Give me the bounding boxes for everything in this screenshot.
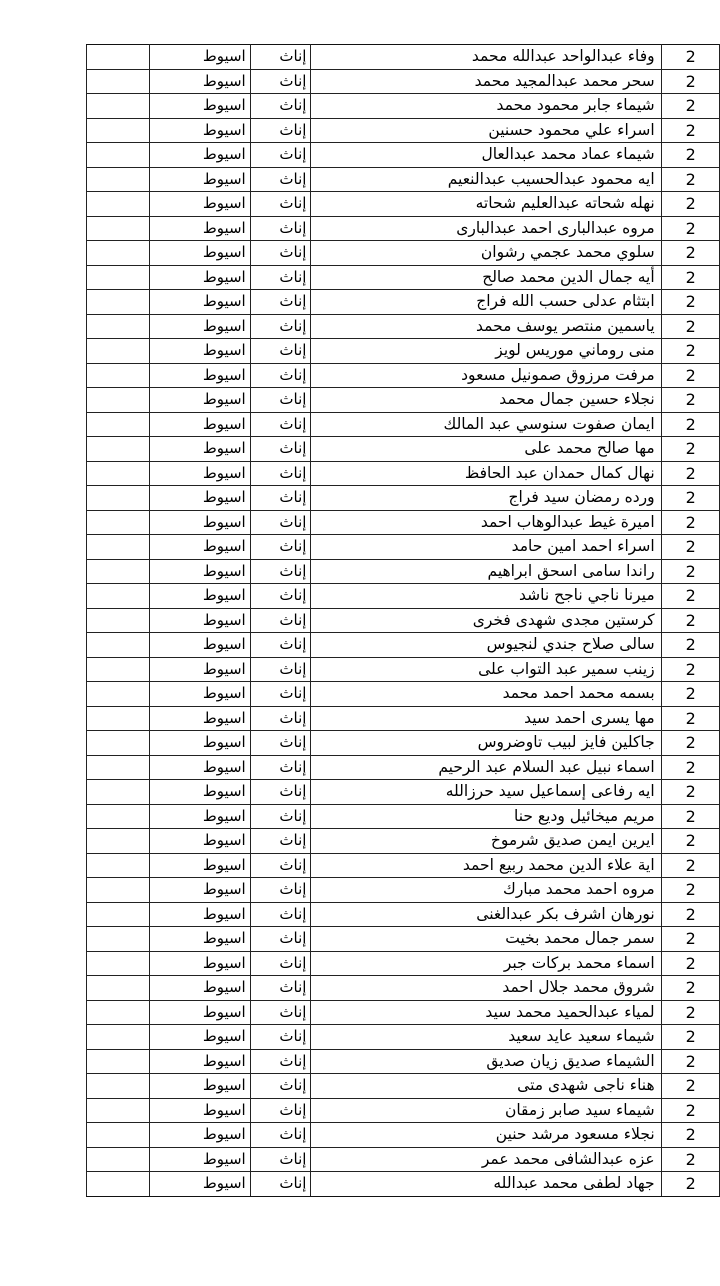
table-row [87,853,720,878]
gender-cell: إناث [250,1049,311,1074]
gender-cell: إناث [250,1147,311,1172]
name-cell: مرفت مرزوق صمونيل مسعود [311,363,661,388]
empty-cell [87,216,150,241]
id-cell: 2 [661,584,719,609]
name-cell: ياسمين منتصر يوسف محمد [311,314,661,339]
empty-cell [87,1000,150,1025]
empty-cell [87,1049,150,1074]
id-cell: 2 [661,951,719,976]
empty-cell [87,1123,150,1148]
governorate-cell: اسيوط [150,902,251,927]
empty-cell [87,902,150,927]
empty-cell [87,682,150,707]
empty-cell [87,461,150,486]
governorate-cell: اسيوط [150,1172,251,1197]
name-cell: ايه رفاعى إسماعيل سيد حرزالله [311,780,661,805]
governorate-cell: اسيوط [150,706,251,731]
name-cell: نجلاء مسعود مرشد حنين [311,1123,661,1148]
empty-cell [87,314,150,339]
governorate-cell: اسيوط [150,388,251,413]
gender-cell: إناث [250,167,311,192]
empty-cell [87,878,150,903]
gender-cell: إناث [250,951,311,976]
name-cell: شيماء عماد محمد عبدالعال [311,143,661,168]
gender-cell: إناث [250,755,311,780]
table-row [87,510,720,535]
empty-cell [87,927,150,952]
table-row [87,608,720,633]
empty-cell [87,1074,150,1099]
governorate-cell: اسيوط [150,241,251,266]
name-cell: شيماء سعيد عايد سعيد [311,1025,661,1050]
table-row [87,192,720,217]
id-cell: 2 [661,878,719,903]
empty-cell [87,584,150,609]
id-cell: 2 [661,192,719,217]
name-cell: اسراء احمد امين حامد [311,535,661,560]
table-row [87,755,720,780]
governorate-cell: اسيوط [150,682,251,707]
gender-cell: إناث [250,804,311,829]
gender-cell: إناث [250,461,311,486]
empty-cell [87,780,150,805]
table-row [87,412,720,437]
empty-cell [87,388,150,413]
gender-cell: إناث [250,339,311,364]
gender-cell: إناث [250,731,311,756]
governorate-cell: اسيوط [150,437,251,462]
id-cell: 2 [661,118,719,143]
empty-cell [87,559,150,584]
empty-cell [87,829,150,854]
name-cell: سالى صلاح جندي لنجيوس [311,633,661,658]
name-cell: راندا سامى اسحق ابراهيم [311,559,661,584]
table-row [87,559,720,584]
gender-cell: إناث [250,1025,311,1050]
table-row [87,1074,720,1099]
table-row [87,167,720,192]
governorate-cell: اسيوط [150,927,251,952]
empty-cell [87,510,150,535]
id-cell: 2 [661,486,719,511]
id-cell: 2 [661,976,719,1001]
table-row [87,829,720,854]
gender-cell: إناث [250,45,311,70]
gender-cell: إناث [250,657,311,682]
gender-cell: إناث [250,1074,311,1099]
empty-cell [87,437,150,462]
governorate-cell: اسيوط [150,951,251,976]
governorate-cell: اسيوط [150,804,251,829]
id-cell: 2 [661,780,719,805]
empty-cell [87,755,150,780]
id-cell: 2 [661,265,719,290]
governorate-cell: اسيوط [150,976,251,1001]
gender-cell: إناث [250,927,311,952]
governorate-cell: اسيوط [150,1074,251,1099]
name-cell: بسمه محمد احمد محمد [311,682,661,707]
empty-cell [87,241,150,266]
table-row [87,1000,720,1025]
empty-cell [87,804,150,829]
id-cell: 2 [661,682,719,707]
governorate-cell: اسيوط [150,1049,251,1074]
id-cell: 2 [661,1123,719,1148]
governorate-cell: اسيوط [150,69,251,94]
gender-cell: إناث [250,363,311,388]
table-row [87,584,720,609]
table-row [87,437,720,462]
id-cell: 2 [661,143,719,168]
empty-cell [87,143,150,168]
gender-cell: إناث [250,1000,311,1025]
table-row [87,1172,720,1197]
table-row [87,706,720,731]
name-cell: لمياء عبدالحميد محمد سيد [311,1000,661,1025]
empty-cell [87,69,150,94]
name-cell: ميرنا ناجي ناجح ناشد [311,584,661,609]
gender-cell: إناث [250,853,311,878]
name-cell: اميرة غيط عبدالوهاب احمد [311,510,661,535]
id-cell: 2 [661,388,719,413]
gender-cell: إناث [250,437,311,462]
id-cell: 2 [661,1000,719,1025]
id-cell: 2 [661,241,719,266]
id-cell: 2 [661,94,719,119]
governorate-cell: اسيوط [150,559,251,584]
name-cell: اسراء علي محمود حسنين [311,118,661,143]
empty-cell [87,118,150,143]
governorate-cell: اسيوط [150,657,251,682]
id-cell: 2 [661,510,719,535]
id-cell: 2 [661,535,719,560]
table-row [87,118,720,143]
empty-cell [87,1098,150,1123]
governorate-cell: اسيوط [150,853,251,878]
gender-cell: إناث [250,535,311,560]
id-cell: 2 [661,437,719,462]
name-cell: أيه جمال الدين محمد صالح [311,265,661,290]
gender-cell: إناث [250,143,311,168]
empty-cell [87,192,150,217]
name-cell: نجلاء حسين جمال محمد [311,388,661,413]
governorate-cell: اسيوط [150,461,251,486]
id-cell: 2 [661,706,719,731]
gender-cell: إناث [250,510,311,535]
table-row [87,1147,720,1172]
name-cell: مها يسرى احمد سيد [311,706,661,731]
id-cell: 2 [661,461,719,486]
id-cell: 2 [661,1049,719,1074]
table-row [87,216,720,241]
governorate-cell: اسيوط [150,363,251,388]
name-cell: هناء ناجى شهدى متى [311,1074,661,1099]
name-cell: سحر محمد عبدالمجيد محمد [311,69,661,94]
gender-cell: إناث [250,388,311,413]
id-cell: 2 [661,314,719,339]
governorate-cell: اسيوط [150,192,251,217]
governorate-cell: اسيوط [150,1025,251,1050]
gender-cell: إناث [250,1172,311,1197]
table-row [87,314,720,339]
gender-cell: إناث [250,94,311,119]
empty-cell [87,339,150,364]
gender-cell: إناث [250,118,311,143]
table-row [87,902,720,927]
governorate-cell: اسيوط [150,45,251,70]
id-cell: 2 [661,559,719,584]
id-cell: 2 [661,1172,719,1197]
table-row [87,878,720,903]
empty-cell [87,363,150,388]
table-row [87,461,720,486]
table-row [87,1025,720,1050]
id-cell: 2 [661,731,719,756]
table-row [87,1123,720,1148]
empty-cell [87,94,150,119]
id-cell: 2 [661,927,719,952]
name-cell: الشيماء صديق زيان صديق [311,1049,661,1074]
empty-cell [87,1147,150,1172]
id-cell: 2 [661,608,719,633]
governorate-cell: اسيوط [150,633,251,658]
names-table-body [87,45,720,1197]
governorate-cell: اسيوط [150,339,251,364]
name-cell: منى روماني موريس لويز [311,339,661,364]
name-cell: مريم ميخائيل وديع حنا [311,804,661,829]
id-cell: 2 [661,633,719,658]
name-cell: اسماء نبيل عبد السلام عبد الرحيم [311,755,661,780]
governorate-cell: اسيوط [150,143,251,168]
gender-cell: إناث [250,1123,311,1148]
id-cell: 2 [661,216,719,241]
table-row [87,804,720,829]
empty-cell [87,265,150,290]
id-cell: 2 [661,1147,719,1172]
gender-cell: إناث [250,412,311,437]
empty-cell [87,535,150,560]
gender-cell: إناث [250,976,311,1001]
name-cell: شيماء جابر محمود محمد [311,94,661,119]
name-cell: نهله شحاته عبدالعليم شحاته [311,192,661,217]
id-cell: 2 [661,363,719,388]
governorate-cell: اسيوط [150,1098,251,1123]
governorate-cell: اسيوط [150,94,251,119]
gender-cell: إناث [250,633,311,658]
table-row [87,241,720,266]
governorate-cell: اسيوط [150,314,251,339]
empty-cell [87,486,150,511]
gender-cell: إناث [250,314,311,339]
names-table [86,44,720,1197]
table-row [87,657,720,682]
name-cell: ايرين ايمن صديق شرموخ [311,829,661,854]
name-cell: ايمان صفوت سنوسي عبد المالك [311,412,661,437]
governorate-cell: اسيوط [150,584,251,609]
governorate-cell: اسيوط [150,1000,251,1025]
gender-cell: إناث [250,559,311,584]
empty-cell [87,1025,150,1050]
name-cell: زينب سمير عبد التواب على [311,657,661,682]
table-row [87,45,720,70]
empty-cell [87,167,150,192]
name-cell: مروه احمد محمد مبارك [311,878,661,903]
empty-cell [87,608,150,633]
governorate-cell: اسيوط [150,216,251,241]
table-row [87,339,720,364]
id-cell: 2 [661,902,719,927]
governorate-cell: اسيوط [150,486,251,511]
governorate-cell: اسيوط [150,755,251,780]
id-cell: 2 [661,167,719,192]
gender-cell: إناث [250,241,311,266]
table-row [87,388,720,413]
gender-cell: إناث [250,584,311,609]
table-row [87,682,720,707]
governorate-cell: اسيوط [150,290,251,315]
gender-cell: إناث [250,69,311,94]
governorate-cell: اسيوط [150,535,251,560]
id-cell: 2 [661,1074,719,1099]
empty-cell [87,45,150,70]
table-row [87,69,720,94]
name-cell: سلوي محمد عجمي رشوان [311,241,661,266]
empty-cell [87,951,150,976]
governorate-cell: اسيوط [150,1147,251,1172]
name-cell: نورهان اشرف بكر عبدالغنى [311,902,661,927]
name-cell: شروق محمد جلال احمد [311,976,661,1001]
governorate-cell: اسيوط [150,878,251,903]
name-cell: اية علاء الدين محمد ربيع احمد [311,853,661,878]
empty-cell [87,633,150,658]
id-cell: 2 [661,804,719,829]
id-cell: 2 [661,853,719,878]
governorate-cell: اسيوط [150,265,251,290]
table-row [87,731,720,756]
name-cell: عزه عبدالشافى محمد عمر [311,1147,661,1172]
governorate-cell: اسيوط [150,118,251,143]
empty-cell [87,976,150,1001]
table-row [87,486,720,511]
id-cell: 2 [661,45,719,70]
id-cell: 2 [661,1098,719,1123]
id-cell: 2 [661,290,719,315]
empty-cell [87,706,150,731]
gender-cell: إناث [250,1098,311,1123]
gender-cell: إناث [250,192,311,217]
empty-cell [87,290,150,315]
gender-cell: إناث [250,682,311,707]
id-cell: 2 [661,412,719,437]
empty-cell [87,853,150,878]
governorate-cell: اسيوط [150,608,251,633]
name-cell: اسماء محمد بركات جبر [311,951,661,976]
name-cell: جهاد لطفى محمد عبدالله [311,1172,661,1197]
name-cell: وفاء عبدالواحد عبدالله محمد [311,45,661,70]
gender-cell: إناث [250,216,311,241]
governorate-cell: اسيوط [150,167,251,192]
table-row [87,780,720,805]
table-row [87,363,720,388]
name-cell: جاكلين فايز لبيب تاوضروس [311,731,661,756]
gender-cell: إناث [250,290,311,315]
table-row [87,976,720,1001]
governorate-cell: اسيوط [150,1123,251,1148]
id-cell: 2 [661,69,719,94]
name-cell: كرستين مجدى شهدى فخرى [311,608,661,633]
gender-cell: إناث [250,608,311,633]
gender-cell: إناث [250,829,311,854]
gender-cell: إناث [250,265,311,290]
gender-cell: إناث [250,878,311,903]
id-cell: 2 [661,1025,719,1050]
table-row [87,633,720,658]
name-cell: نهال كمال حمدان عبد الحافظ [311,461,661,486]
gender-cell: إناث [250,902,311,927]
id-cell: 2 [661,339,719,364]
name-cell: مها صالح محمد على [311,437,661,462]
table-row [87,94,720,119]
table-row [87,951,720,976]
id-cell: 2 [661,657,719,682]
table-row [87,1049,720,1074]
name-cell: شيماء سيد صابر زمقان [311,1098,661,1123]
empty-cell [87,657,150,682]
empty-cell [87,731,150,756]
governorate-cell: اسيوط [150,780,251,805]
table-row [87,143,720,168]
name-cell: ورده رمضان سيد فراج [311,486,661,511]
governorate-cell: اسيوط [150,829,251,854]
empty-cell [87,1172,150,1197]
table-row [87,1098,720,1123]
table-row [87,927,720,952]
empty-cell [87,412,150,437]
gender-cell: إناث [250,706,311,731]
governorate-cell: اسيوط [150,731,251,756]
name-cell: مروه عبدالبارى احمد عبدالبارى [311,216,661,241]
gender-cell: إناث [250,486,311,511]
table-row [87,290,720,315]
name-cell: ايه محمود عبدالحسيب عبدالنعيم [311,167,661,192]
name-cell: سمر جمال محمد بخيت [311,927,661,952]
name-cell: ابتثام عدلى حسب الله فراج [311,290,661,315]
table-row [87,535,720,560]
id-cell: 2 [661,829,719,854]
governorate-cell: اسيوط [150,412,251,437]
table-row [87,265,720,290]
gender-cell: إناث [250,780,311,805]
id-cell: 2 [661,755,719,780]
governorate-cell: اسيوط [150,510,251,535]
